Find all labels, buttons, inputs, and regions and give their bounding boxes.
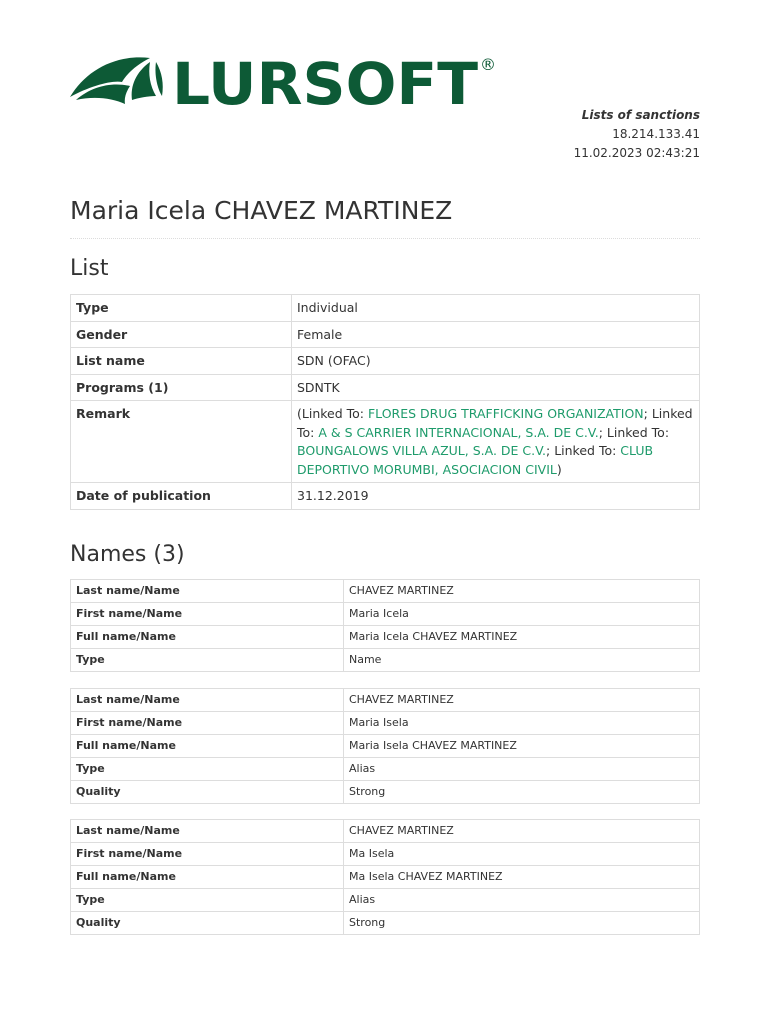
table-row — [71, 820, 700, 843]
row-value: 31.12.2019 — [292, 483, 700, 510]
lursoft-logo-mark — [68, 50, 498, 112]
row-key: First name/Name — [71, 603, 344, 626]
table-row — [71, 374, 700, 401]
row-key: Full name/Name — [71, 735, 344, 758]
row-key: Type — [71, 889, 344, 912]
table-row — [71, 735, 700, 758]
lursoft-logo — [68, 50, 498, 112]
name-entry-table — [70, 579, 700, 672]
linked-entity-link[interactable]: FLORES DRUG TRAFFICKING ORGANIZATION — [367, 406, 644, 421]
row-value: Maria Icela CHAVEZ MARTINEZ — [344, 626, 700, 649]
table-row — [71, 321, 700, 348]
row-key: Quality — [71, 781, 344, 804]
row-value: Strong — [344, 781, 700, 804]
row-key: Date of publication — [71, 483, 292, 510]
row-key: Type — [71, 649, 344, 672]
remark-text: ; Linked To: — [598, 424, 670, 440]
row-value: Alias — [344, 758, 700, 781]
row-value: Maria Icela — [344, 603, 700, 626]
row-value: Maria Isela CHAVEZ MARTINEZ — [344, 735, 700, 758]
name-entry-table — [70, 688, 700, 804]
report-label: Lists of sanctions — [581, 108, 700, 122]
name-entry-table — [70, 819, 700, 935]
table-row — [71, 603, 700, 626]
brand-name: LURSOFT — [172, 50, 479, 112]
table-row — [71, 295, 700, 322]
row-value: Maria Isela — [344, 712, 700, 735]
row-value: Individual — [292, 295, 700, 322]
list-section-title: List — [70, 256, 109, 281]
row-key: Gender — [71, 321, 292, 348]
table-row — [71, 483, 700, 510]
linked-entity-link[interactable]: CLUB DEPORTIVO MORUMBI, ASOCIACION CIVIL — [297, 443, 654, 477]
table-row — [71, 712, 700, 735]
report-meta — [574, 106, 700, 163]
list-table — [70, 294, 700, 510]
report-datetime: 11.02.2023 02:43:21 — [573, 146, 700, 160]
row-key: Programs (1) — [71, 374, 292, 401]
report-ip: 18.214.133.41 — [612, 127, 700, 141]
row-value: Ma Isela CHAVEZ MARTINEZ — [344, 866, 700, 889]
row-value: Strong — [344, 912, 700, 935]
registered-mark: ® — [480, 55, 496, 74]
page-title: Maria Icela CHAVEZ MARTINEZ — [70, 196, 453, 225]
table-row — [71, 401, 700, 483]
row-value: Ma Isela — [344, 843, 700, 866]
table-row — [71, 626, 700, 649]
row-key: Quality — [71, 912, 344, 935]
table-row — [71, 580, 700, 603]
table-row — [71, 889, 700, 912]
row-value: Female — [292, 321, 700, 348]
row-value: SDNTK — [292, 374, 700, 401]
table-row — [71, 843, 700, 866]
row-key: Last name/Name — [71, 820, 344, 843]
row-key: Full name/Name — [71, 866, 344, 889]
table-row — [71, 781, 700, 804]
remark-value — [292, 401, 700, 483]
row-key: First name/Name — [71, 712, 344, 735]
table-row — [71, 649, 700, 672]
row-value: Name — [344, 649, 700, 672]
row-key: First name/Name — [71, 843, 344, 866]
row-key: Last name/Name — [71, 580, 344, 603]
remark-text: (Linked To: — [297, 406, 368, 421]
remark-text: ) — [556, 461, 562, 477]
table-row — [71, 689, 700, 712]
linked-entity-link[interactable]: BOUNGALOWS VILLA AZUL, S.A. DE C.V. — [297, 443, 547, 458]
remark-text: ; Linked To: — [546, 443, 621, 458]
row-key: Type — [71, 758, 344, 781]
row-key: List name — [71, 348, 292, 375]
row-value: SDN (OFAC) — [292, 348, 700, 375]
row-value: CHAVEZ MARTINEZ — [344, 580, 700, 603]
row-key: Remark — [71, 401, 292, 483]
row-key: Type — [71, 295, 292, 322]
title-divider — [70, 238, 700, 239]
names-section-title: Names (3) — [70, 542, 185, 567]
linked-entity-link[interactable]: A & S CARRIER INTERNACIONAL, S.A. DE C.V. — [318, 424, 599, 440]
table-row — [71, 866, 700, 889]
remark-text: ; Linked To: — [297, 406, 693, 440]
row-value: CHAVEZ MARTINEZ — [344, 689, 700, 712]
table-row — [71, 758, 700, 781]
row-value: CHAVEZ MARTINEZ — [344, 820, 700, 843]
row-value: Alias — [344, 889, 700, 912]
row-key: Last name/Name — [71, 689, 344, 712]
table-row — [71, 912, 700, 935]
row-key: Full name/Name — [71, 626, 344, 649]
table-row — [71, 348, 700, 375]
